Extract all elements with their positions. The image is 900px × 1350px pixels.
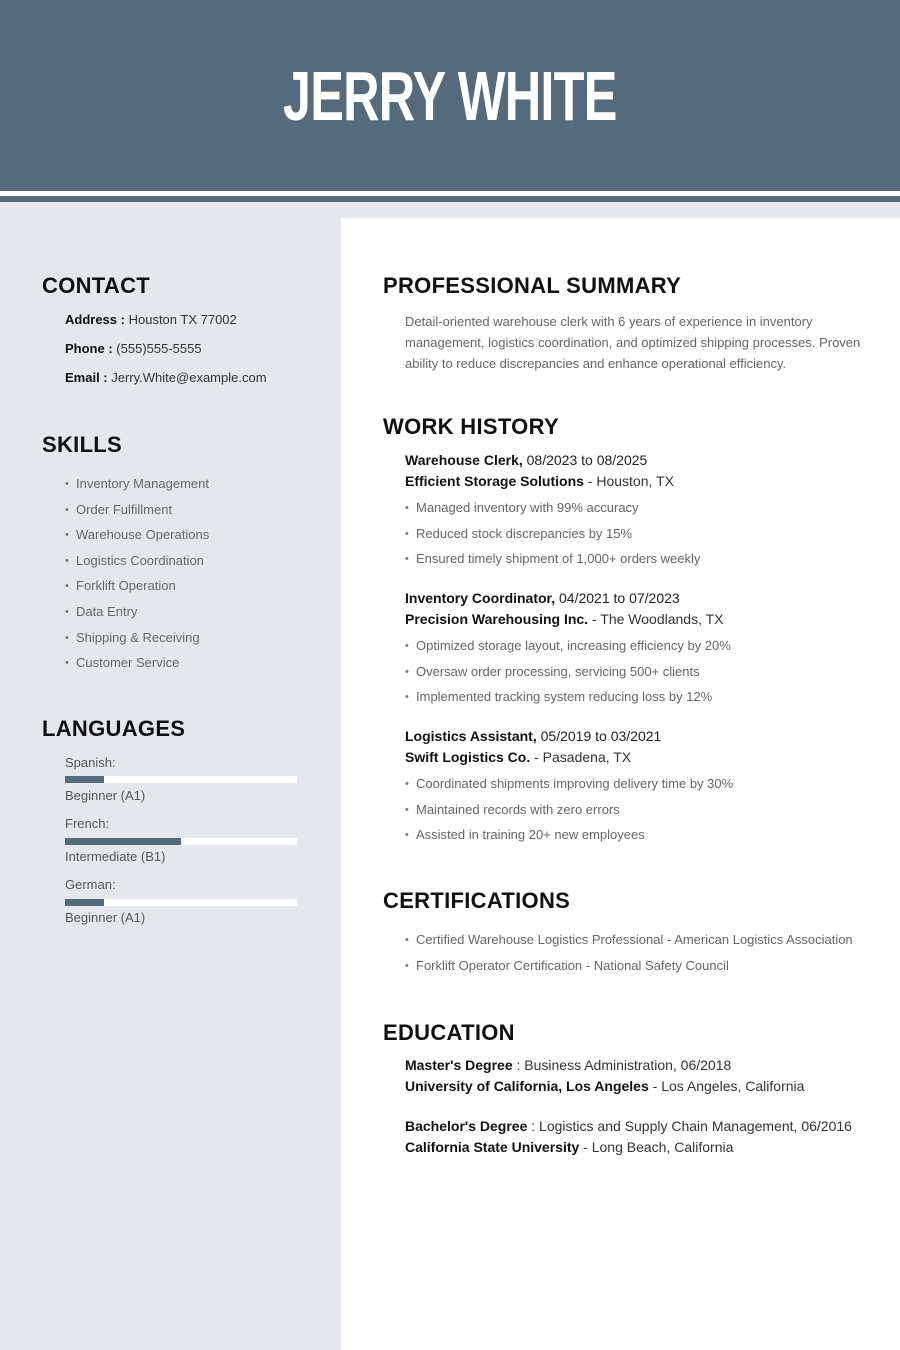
- job-company: Efficient Storage Solutions: [405, 473, 584, 489]
- language-bar: [65, 899, 297, 906]
- education-degree-line: [405, 1057, 731, 1073]
- job-bullets: [405, 776, 733, 853]
- phone-label: Phone :: [65, 341, 113, 356]
- education-degree: Master's Degree: [405, 1057, 513, 1073]
- contact-address: [65, 312, 237, 327]
- contact-email: [65, 370, 267, 385]
- language-level: Beginner (A1): [65, 910, 146, 925]
- job-location: - Pasadena, TX: [534, 749, 632, 765]
- job-bullet: • Assisted in training 20+ new employees: [405, 827, 733, 853]
- work-history-title: WORK HISTORY: [383, 414, 559, 439]
- education-degree-line: [405, 1118, 852, 1134]
- skill-item: • Inventory Management: [65, 476, 209, 502]
- language-name: Spanish:: [65, 755, 116, 770]
- email-label: Email :: [65, 370, 108, 385]
- address-value: Houston TX 77002: [128, 312, 237, 327]
- address-label: Address :: [65, 312, 125, 327]
- job-location: - The Woodlands, TX: [591, 611, 724, 627]
- education-school-line: [405, 1139, 733, 1155]
- skill-item: • Warehouse Operations: [65, 527, 209, 553]
- education-field: : Logistics and Supply Chain Management, 06/2016: [531, 1118, 852, 1134]
- job-bullet: • Optimized storage layout, increasing efficiency by 20%: [405, 638, 731, 664]
- skill-item: • Order Fulfillment: [65, 502, 209, 528]
- job-bullet: • Managed inventory with 99% accuracy: [405, 500, 700, 526]
- contact-title: CONTACT: [42, 273, 151, 298]
- contact-phone: [65, 341, 202, 356]
- language-bar-fill: [65, 838, 181, 845]
- education-location: - Los Angeles, California: [652, 1078, 805, 1094]
- education-title: EDUCATION: [383, 1020, 515, 1045]
- job-bullet: • Ensured timely shipment of 1,000+ orders weekly: [405, 551, 700, 577]
- job-dates: 05/2019 to 03/2021: [540, 728, 662, 744]
- certifications-title: CERTIFICATIONS: [383, 888, 571, 913]
- job-bullet: • Reduced stock discrepancies by 15%: [405, 526, 700, 552]
- resume-header: [0, 0, 900, 191]
- job-title: Logistics Assistant,: [405, 728, 537, 744]
- language-level: Beginner (A1): [65, 788, 146, 803]
- language-name: German:: [65, 877, 116, 892]
- education-field: : Business Administration, 06/2018: [516, 1057, 732, 1073]
- languages-title: LANGUAGES: [42, 716, 186, 741]
- phone-value: (555)555-5555: [116, 341, 202, 356]
- job-location: - Houston, TX: [587, 473, 674, 489]
- job-company: Swift Logistics Co.: [405, 749, 531, 765]
- certification-item: • Forklift Operator Certification - National Safety Council: [405, 958, 853, 984]
- education-school: University of California, Los Angeles: [405, 1078, 649, 1094]
- certifications-list: [405, 932, 853, 983]
- job-dates: 04/2021 to 07/2023: [559, 590, 680, 606]
- job-bullet: • Implemented tracking system reducing loss by 12%: [405, 689, 731, 715]
- job-bullet: • Oversaw order processing, servicing 500+ clients: [405, 664, 731, 690]
- education-location: - Long Beach, California: [583, 1139, 734, 1155]
- language-name: French:: [65, 816, 110, 831]
- language-bar: [65, 776, 297, 783]
- job-bullet: • Maintained records with zero errors: [405, 802, 733, 828]
- skill-item: • Customer Service: [65, 655, 209, 681]
- skills-list: [65, 476, 209, 681]
- language-bar-fill: [65, 776, 104, 783]
- summary-title: PROFESSIONAL SUMMARY: [383, 273, 682, 298]
- skill-item: • Shipping & Receiving: [65, 630, 209, 656]
- candidate-name: JERRY WHITE: [283, 56, 617, 135]
- job-bullets: [405, 500, 700, 577]
- education-school-line: [405, 1078, 804, 1094]
- skill-item: • Logistics Coordination: [65, 553, 209, 579]
- job-bullet: • Coordinated shipments improving delivery time by 30%: [405, 776, 733, 802]
- education-degree: Bachelor's Degree: [405, 1118, 528, 1134]
- job-title: Warehouse Clerk,: [405, 452, 523, 468]
- job-title: Inventory Coordinator,: [405, 590, 556, 606]
- language-level: Intermediate (B1): [65, 849, 166, 864]
- job-company-line: [405, 473, 674, 489]
- job-dates: 08/2023 to 08/2025: [526, 452, 648, 468]
- job-company: Precision Warehousing Inc.: [405, 611, 589, 627]
- skills-title: SKILLS: [42, 432, 123, 457]
- job-company-line: [405, 749, 631, 765]
- job-bullets: [405, 638, 731, 715]
- certification-item: • Certified Warehouse Logistics Professional - American Logistics Association: [405, 932, 853, 958]
- education-school: California State University: [405, 1139, 580, 1155]
- email-value: Jerry.White@example.com: [111, 370, 267, 385]
- job-company-line: [405, 611, 724, 627]
- job-title-line: [405, 452, 647, 468]
- skill-item: • Data Entry: [65, 604, 209, 630]
- skill-item: • Forklift Operation: [65, 578, 209, 604]
- job-title-line: [405, 728, 661, 744]
- language-bar: [65, 838, 297, 845]
- language-bar-fill: [65, 899, 104, 906]
- summary-text: Detail-oriented warehouse clerk with 6 years of experience in inventory management, logistics coordination, and optimized shipping processes. Proven ability to reduce discrepancies and enhance operational efficiency.: [405, 314, 861, 371]
- job-title-line: [405, 590, 680, 606]
